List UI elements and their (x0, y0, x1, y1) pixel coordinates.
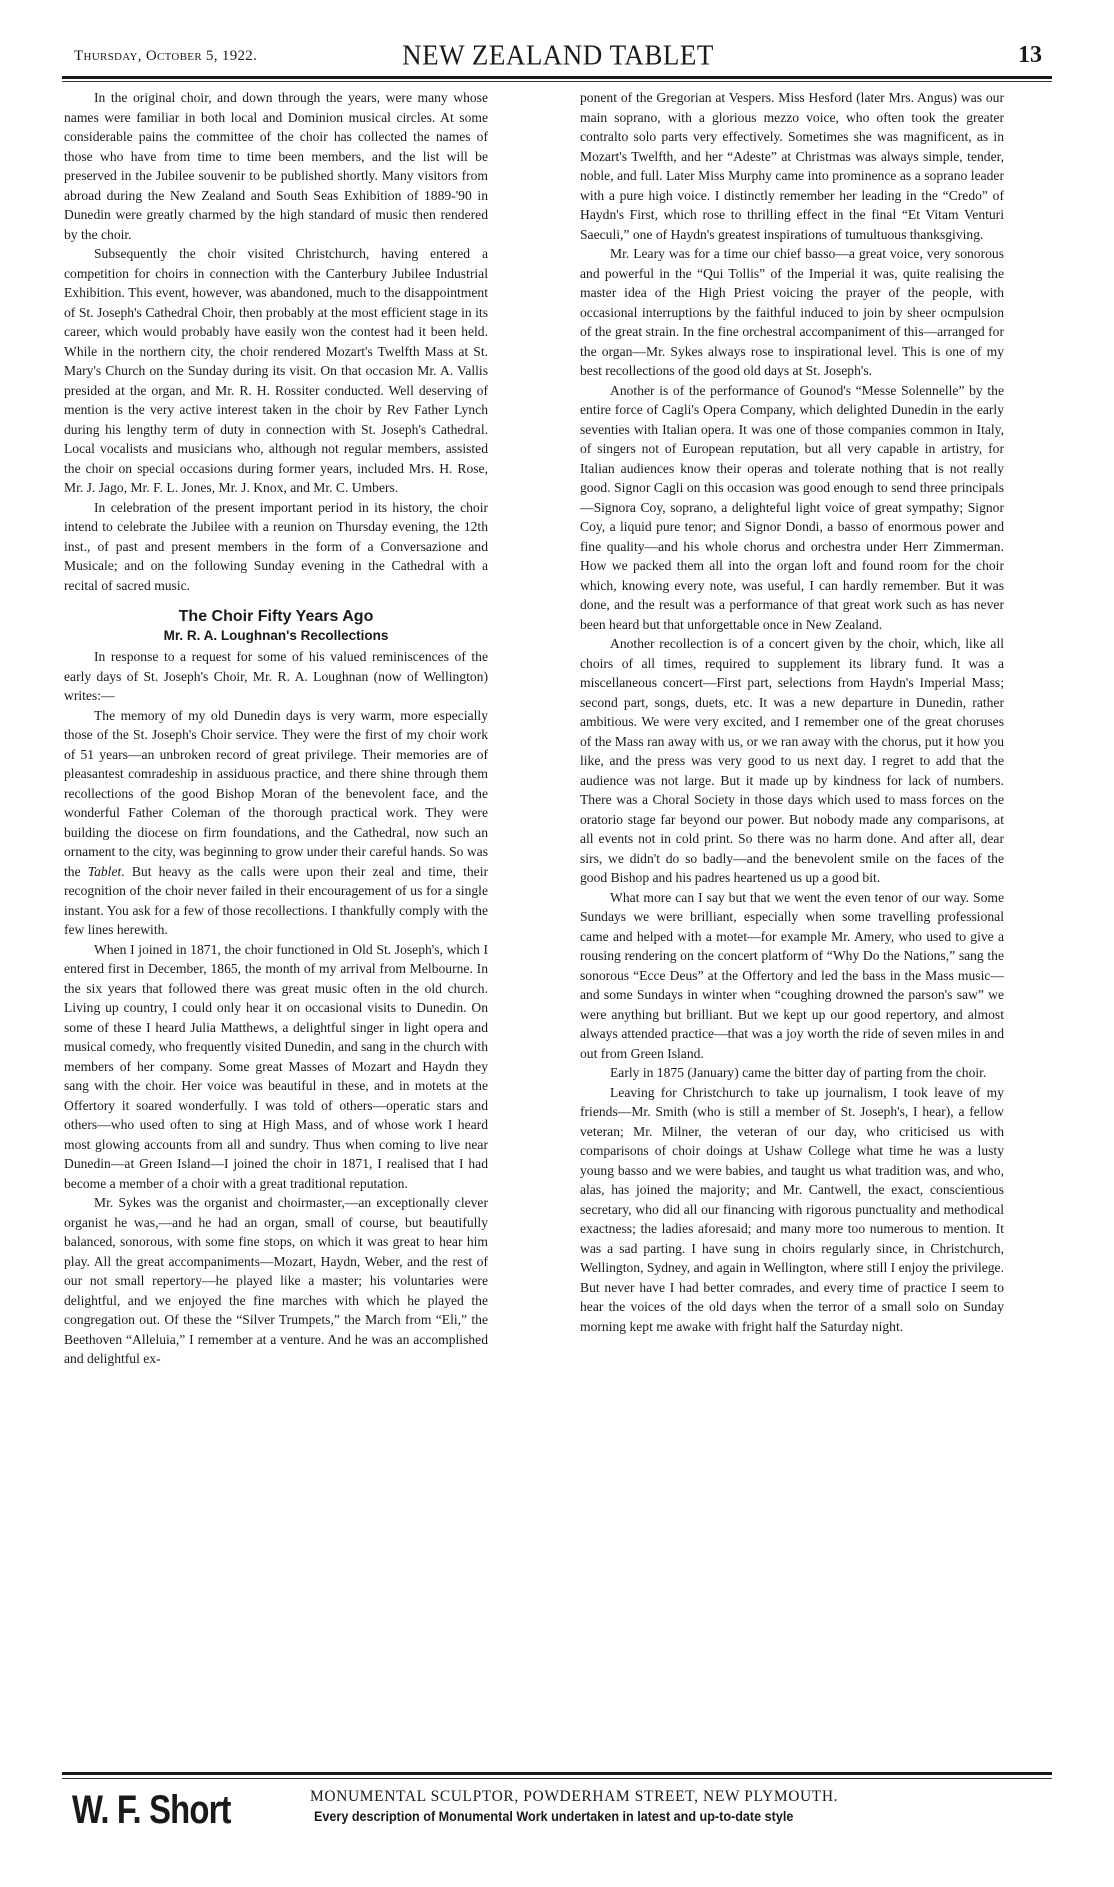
paragraph: What more can I say but that we went the even tenor of our way. Some Sundays we were brilliant, especially when some travelling professional came and helped with a motet—for example Mr. Amery, who used to give a rousing rendering on the concert platform of “Why Do the Nations,” sang the sonorous “Ecce Deus” at the Offertory and led the bass in the Mass music—and some Sundays in winter when “coughing drowned the parson's saw” we were anything but brilliant. But we kept up our good repertory, and almost always attended practice—that was a joy worth the ride of seven miles in and out from Green Island. (580, 889, 1004, 1061)
advert-rule-thick (62, 1772, 1052, 1775)
left-column (64, 88, 488, 1369)
paragraph-text: . But heavy as the calls were upon their zeal and time, their recognition of the choir never failed in their encouragement of us for a single instant. You ask for a few of those recollections. I thankfully comply with the few lines herewith. (64, 863, 489, 937)
masthead (74, 40, 1042, 74)
paragraph: When I joined in 1871, the choir functioned in Old St. Joseph's, which I entered first in December, 1865, the month of my arrival from Melbourne. In the six years that followed there was great music often in the old church. Living up country, I could only hear it on occasional visits to Dunedin. On some of these I heard Julia Matthews, a delightful singer in light opera and musical comedy, who frequently visited Dunedin, and sang in the church with members of her company. Some great Masses of Mozart and Haydn they sang with the choir. Her voice was beautiful in these, and in motets at the Offertory it soared wonderfully. I was told of others—operatic stars and others—who used often to sing at High Mass, and of whose work I heard most glowing accounts from all and sundry. Thus when coming to live near Dunedin—at Green Island—I joined the choir in 1871, I realised that I had become a member of a choir with a great traditional reputation. (64, 941, 488, 1191)
paragraph: Another is of the performance of Gounod's “Messe Solennelle” by the entire force of Cagli's Opera Company, which delighted Dunedin in the early seventies with Italian opera. It was one of those companies common in Italy, of singers not of European reputation, but all very capable in artistry, for Italian audiences know their operas and tolerate nothing that is not really good. Signor Cagli on this occasion was good enough to send three principals—Signora Coy, soprano, a delighteful light voice of great sympathy; Signor Coy, a liquid pure tenor; and Signor Dondi, a basso of enormous power and fine quality—and his whole chorus and orchestra under Herr Zimmerman. How we packed them all into the organ loft and found room for the choir which, knowing every note, was useful, I can hardly remember. But it was done, and the result was a performance of that great work such as has never been heard but that unforgettable once in New Zealand. (580, 382, 1004, 632)
publication-title: NEW ZEALAND TABLET (402, 39, 714, 71)
paragraph-memory (64, 706, 488, 940)
paragraph: Subsequently the choir visited Christchurch, having entered a competition for choirs in connection with the Canterbury Jubilee Industrial Exhibition. This event, however, was abandoned, much to the disappointment of St. Joseph's Cathedral Choir, then probably at the most efficient stage in its career, which would probably have easily won the contest had it been held. While in the northern city, the choir rendered Mozart's Twelfth Mass at St. Mary's Church on the Sunday during its visit. On that occasion Mr. A. Vallis presided at the organ, and Mr. R. H. Rossiter conducted. Well deserving of mention is the very active interest taken in the choir by Rev Father Lynch during his lengthy term of duty in connection with St. Joseph's Cathedral. Local vocalists and musicians who, although not regular members, assisted the choir on special occasions during former years, included Mrs. H. Rose, Mr. J. Jago, Mr. F. L. Jones, Mr. J. Knox, and Mr. C. Umbers. (64, 246, 488, 495)
advertiser-name: W. F. Short (72, 1788, 231, 1832)
article-heading: The Choir Fifty Years Ago (178, 608, 374, 625)
paragraph: Leaving for Christchurch to take up journalism, I took leave of my friends—Mr. Smith (who is still a member of St. Joseph's, I hear), a fellow veteran; Mr. Milner, the veteran of our day, who criticised us with comparisons of choir doings at Ushaw College what time he was a lusty young basso and we were babies, and taught us what tradition was, and who, alas, has joined the majority; and Mr. Cantwell, the exact, conscientious secretary, who did all our financing with rigorous punctuality and methodical exactness; the ladies aforesaid; and many more too numerous to mention. It was a sad parting. I have sung in choirs regularly since, in Christchurch, Wellington, Sydney, and again in Wellington, where still I enjoy the privilege. But never have I had better comrades, and every time of practice I seem to hear the voices of the old days when the terror of a small solo on Sunday morning kept me awake with fright half the Saturday night. (580, 1084, 1004, 1334)
paragraph: Mr. Leary was for a time our chief basso—a great voice, very sonorous and powerful in the “Qui Tollis” of the Imperial it was, quite realising the master idea of the High Priest voicing the prayer of the people, with occasional interruptions by the faithful induced to join by sheer ocmpulsion of the great strain. In the fine orchestral accompaniment of this—arranged for the organ—Mr. Sykes always rose to inspirational level. This is one of my best recollections of the good old days at St. Joseph's. (580, 246, 1004, 378)
advertiser-address: MONUMENTAL SCULPTOR, POWDERHAM STREET, NEW PLYMOUTH. (310, 1788, 839, 1805)
paragraph: In response to a request for some of his valued reminiscences of the early days of St. Joseph's Choir, Mr. R. A. Loughnan (now of Wellington) writes:— (64, 649, 488, 703)
paragraph: Another recollection is of a concert given by the choir, which, like all choirs of all times, required to supplement its library fund. It was a miscellaneous concert—First part, selections from Haydn's Imperial Mass; second part, songs, duets, etc. It was a new departure in Dunedin, rather ambitious. We were very excited, and I remember one of the great choruses of the Mass ran away with us, or we ran away with the chorus, put it how you like, and the press was very good to us next day. I regret to add that the audience was not large. But it made up by kindness for lack of numbers. There was a Choral Society in those days which used to mass forces on the oratorio stage far beyond our power. But nobody made any comparisons, at all events not in cold print. So there was no harm done. And after all, dear sirs, we didn't do so badly—and the benevolent smile on the faces of the good Bishop and his padres heartened us up a good bit. (580, 636, 1004, 885)
masthead-rule-thin (62, 81, 1052, 82)
italic-publication-name: Tablet (87, 863, 122, 879)
paragraph-text: The memory of my old Dunedin days is very warm, more especially those of the St. Joseph's Choir service. They were the first of my choir work of 51 years—an unbroken record of great privilege. Their memories are of pleasantest comradeship in assiduous practice, and there shine through them recollections of the good Bishop Moran of the benevolent face, and the wonderful Father Coleman of the thorough practical work. They were building the diocese on firm foundations, and the Cathedral, now such an ornament to the city, was beginning to grow under their careful hands. So was the (64, 707, 488, 879)
paragraph: In the original choir, and down through the years, were many whose names were familiar in both local and Dominion musical circles. At some considerable pains the committee of the choir has collected the names of those who have from time to time been members, and the list will be preserved in the Jubilee souvenir to be published shortly. Many visitors from abroad during the New Zealand and South Seas Exhibition of 1889-'90 in Dunedin were greatly charmed by the high standard of music then rendered by the choir. (64, 90, 488, 242)
paragraph: In celebration of the present important period in its history, the choir intend to celebrate the Jubilee with a reunion on Thursday evening, the 12th inst., of past and present members in the form of a Conversazione and Musicale; and on the following Sunday evening in the Cathedral with a recital of sacred music. (64, 499, 488, 593)
advertisement (62, 1786, 1052, 1846)
paragraph: Mr. Sykes was the organist and choirmaster,—an exceptionally clever organist he was,—and he had an organ, small of course, but beautifully balanced, sonorous, with some fine stops, on which it was great to hear him play. All the great accompaniments—Mozart, Haydn, Weber, and the rest of our not small repertory—he played like a master; his voluntaries were delightful, and we enjoyed the fine marches with which he played the congregation out. Of these the “Silver Trumpets,” the March from “Eli,” the Beethoven “Alleluia,” I remember at a venture. And he was an accomplished and delightful ex- (64, 1195, 488, 1366)
advertiser-tagline: Every description of Monumental Work undertaken in latest and up-to-date style (314, 1808, 794, 1824)
page-number: 13 (1018, 42, 1042, 68)
advert-rule-thin (62, 1778, 1052, 1779)
masthead-rule-thick (62, 76, 1052, 79)
article-subheading: Mr. R. A. Loughnan's Recollections (163, 628, 389, 643)
right-column (580, 88, 1004, 1336)
issue-date: Thursday, October 5, 1922. (74, 48, 258, 64)
paragraph: Early in 1875 (January) came the bitter day of parting from the choir. (610, 1065, 987, 1080)
paragraph: ponent of the Gregorian at Vespers. Miss Hesford (later Mrs. Angus) was our main soprano, with a glorious mezzo voice, who often took the greater contralto solo parts very effectively. Sometimes she was magnificent, as in Mozart's Twelfth, and her “Adeste” at Christmas was always simple, tender, noble, and full. Later Miss Murphy came into prominence as a soprano leader with a pure high voice. I distinctly remember her leading in the “Credo” of Haydn's First, which rose to thrilling effect in the final “Et Vitam Venturi Saeculi,” one of Haydn's greatest inspirations of tumultuous thanksgiving. (580, 90, 1004, 242)
